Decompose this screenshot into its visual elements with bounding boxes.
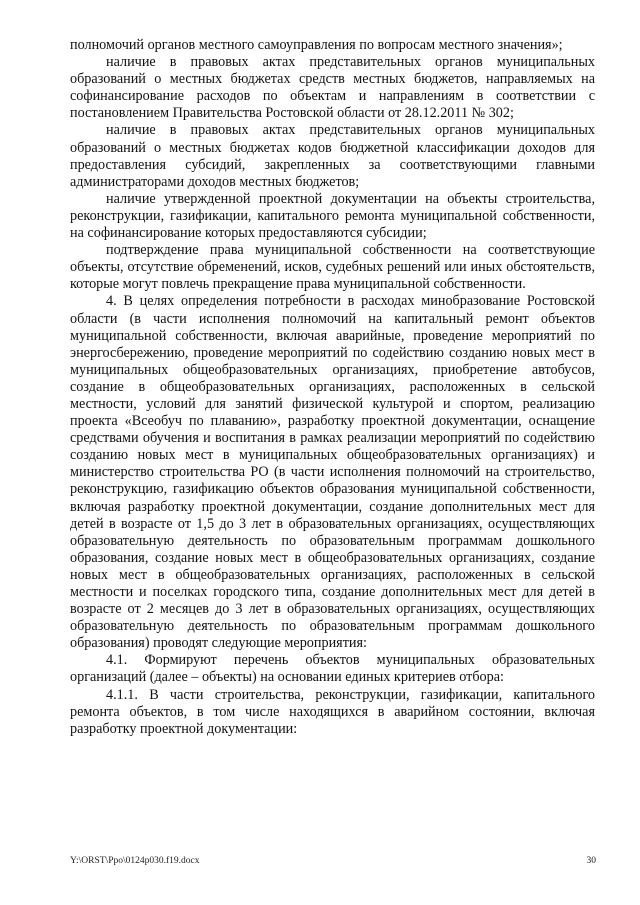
document-body	[70, 37, 595, 738]
paragraph-section-4-1-1: 4.1.1. В части строительства, реконструкции, газификации, капитального ремонта объектов, в том числе находящихся в аварийном состоянии, включая разработку проектной документации:	[70, 686, 595, 737]
paragraph-section-4: 4. В целях определения потребности в расходах минобразование Ростовской области (в части исполнения полномочий на капитальный ремонт объектов муниципальной собственности, включая аварийные, проведение мероприятий по энергосбережению, проведение мероприятий по содействию созданию новых мест в муниципальных общеобразовательных организациях, приобретение автобусов, создание в общеобразовательных организациях, расположенных в сельской местности, условий для занятий физической культурой и спортом, реализацию проекта «Всеобуч по плаванию», разработку проектной документации, оснащение средствами обучения и воспитания в рамках реализации мероприятий по содействию созданию новых мест в муниципальных общеобразовательных организациях) и министерство строительства РО (в части исполнения полномочий на строительство, реконструкцию, газификацию объектов образования муниципальной собственности, включая разработку проектной документации, создание дополнительных мест для детей в возрасте от 1,5 до 3 лет в образовательных организациях, осуществляющих образовательную деятельность по образовательным программам дошкольного образования, создание новых мест в общеобразовательных организациях, создание новых мест в общеобразовательных организациях, расположенных в сельской местности и поселках городского типа, создание дополнительных мест для детей в возрасте от 2 месяцев до 3 лет в образовательных организациях, осуществляющих образовательную деятельность по образовательным программам дошкольного образования) проводят следующие мероприятия:	[70, 293, 595, 652]
paragraph-budget-codes: наличие в правовых актах представительных органов муниципальных образований о местных бюджетах кодов бюджетной классификации доходов для предоставления субсидий, закрепленных за соответствующими главными администраторами доходов местных бюджетов;	[70, 122, 595, 190]
paragraph-continuation: полномочий органов местного самоуправления по вопросам местного значения»;	[70, 37, 563, 53]
paragraph-property-rights: подтверждение права муниципальной собственности на соответствующие объекты, отсутствие обременений, исков, судебных решений или иных обстоятельств, которые могут повлечь прекращение права муниципальной собственности.	[70, 242, 595, 293]
paragraph-project-documentation: наличие утвержденной проектной документации на объекты строительства, реконструкции, газификации, капитального ремонта муниципальной собственности, на софинансирование которых предоставляются субсидии;	[70, 190, 595, 242]
footer-page-number: 30	[586, 856, 596, 866]
paragraph-section-4-1: 4.1. Формируют перечень объектов муниципальных образовательных организаций (далее – объекты) на основании единых критериев отбора:	[70, 652, 595, 686]
paragraph-budget-funds: наличие в правовых актах представительных органов муниципальных образований о местных бюджетах средств местных бюджетов, направляемых на софинансирование расходов по объектам и направлениям в соответствии с постановлением Правительства Ростовской области от 28.12.2011 № 302;	[70, 54, 595, 122]
footer-file-path: Y:\ORST\Ppo\0124p030.f19.docx	[70, 856, 200, 866]
